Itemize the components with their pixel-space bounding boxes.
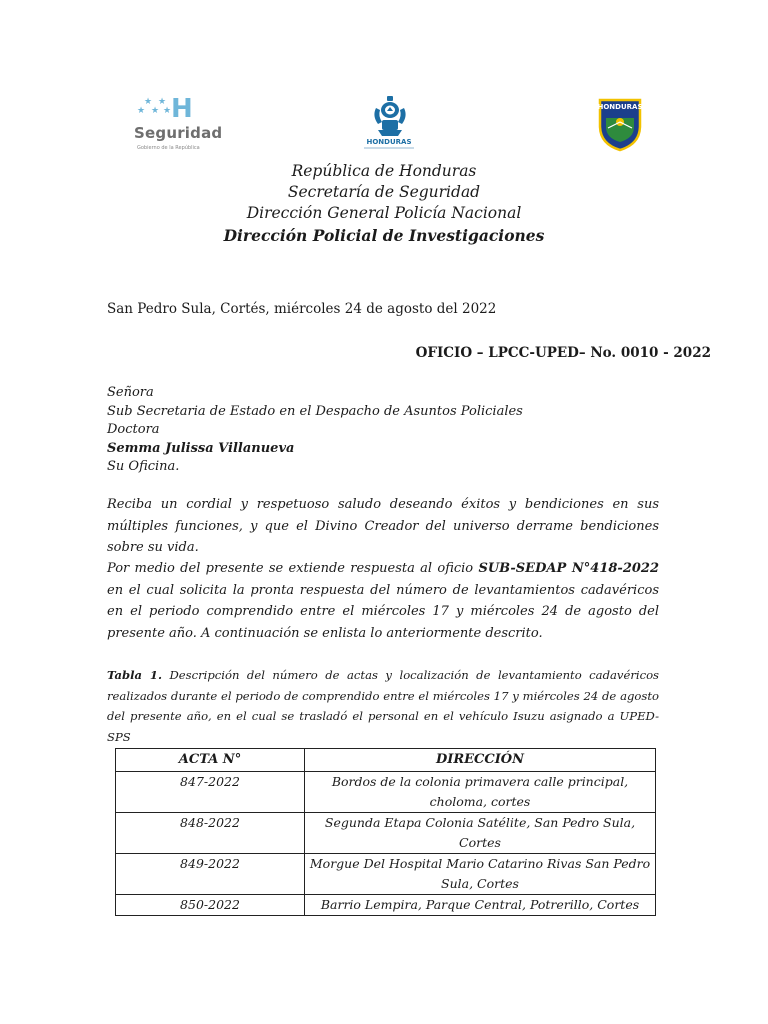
header-secretariat: Secretaría de Seguridad [287, 183, 481, 201]
table-header-row [116, 749, 656, 772]
honduras-subline [364, 147, 414, 149]
header-police-direction: Dirección General Policía Nacional [246, 204, 522, 222]
address-salutation: Señora [107, 385, 154, 400]
table-row [116, 854, 656, 895]
direccion-cell: Segunda Etapa Colonia Satélite, San Pedro Sula, Cortes [305, 813, 656, 854]
table-caption-text: Descripción del número de actas y localización de levantamiento cadavéricos realizados durante el periodo de comprendido entre el miércoles 17 y miércoles 24 de agosto del presente año, en el cual se trasladó el personal en el vehículo Isuzu asignado a UPED-SPS [107, 668, 659, 744]
address-name: Semma Julissa Villanueva [107, 441, 295, 456]
police-shield-logo [596, 96, 644, 152]
star-icon: ★ [151, 106, 160, 116]
police-shield-text: HONDURAS [597, 103, 643, 111]
direccion-cell: Bordos de la colonia primavera calle principal, choloma, cortes [305, 772, 656, 813]
star-icon: ★ [144, 97, 153, 107]
star-icon: ★ [163, 106, 172, 116]
response-text-before: Por medio del presente se extiende respuesta al oficio [107, 561, 474, 576]
column-header-acta: ACTA N° [116, 749, 305, 772]
acta-cell: 848-2022 [116, 813, 305, 854]
response-text-after: en el cual solicita la pronta respuesta del número de levantamientos cadavéricos en el periodo comprendido entre el miércoles 17 y miércoles 24 de agosto del presente año. A continuación se enlista lo anteriormente descrito. [107, 582, 659, 641]
direccion-cell: Morgue Del Hospital Mario Catarino Rivas San Pedro Sula, Cortes [305, 854, 656, 895]
seguridad-wordmark: Seguridad [134, 124, 223, 142]
direccion-cell: Barrio Lempira, Parque Central, Potrerillo, Cortes [305, 895, 656, 916]
acta-cell: 850-2022 [116, 895, 305, 916]
honduras-coat-of-arms-logo [360, 96, 420, 152]
table-caption-label: Tabla 1. [107, 668, 163, 682]
address-title: Doctora [107, 422, 160, 437]
honduras-wordmark: HONDURAS [366, 138, 412, 146]
star-icon: ★ [158, 97, 167, 107]
oficio-number: OFICIO – LPCC-UPED– No. 0010 - 2022 [415, 345, 711, 361]
acta-cell: 849-2022 [116, 854, 305, 895]
address-position: Sub Secretaria de Estado en el Despacho de Asuntos Policiales [107, 404, 523, 419]
star-icon: ★ [137, 106, 146, 116]
header-investigations-direction: Dirección Policial de Investigaciones [223, 226, 545, 245]
actas-table [115, 748, 656, 916]
table-row [116, 895, 656, 916]
address-office: Su Oficina. [107, 459, 180, 474]
table-row [116, 772, 656, 813]
coat-of-arms-icon [360, 96, 420, 138]
date-line: San Pedro Sula, Cortés, miércoles 24 de agosto del 2022 [107, 301, 497, 317]
header-republic: República de Honduras [291, 162, 477, 180]
column-header-direccion: DIRECCIÓN [305, 749, 656, 772]
seguridad-h-mark: H [171, 94, 193, 124]
acta-cell: 847-2022 [116, 772, 305, 813]
seguridad-tagline: Gobierno de la República [137, 145, 200, 151]
table-caption [107, 665, 659, 747]
seguridad-logo [134, 96, 234, 156]
greeting-paragraph: Reciba un cordial y respetuoso saludo deseando éxitos y bendiciones en sus múltiples funciones, y que el Divino Creador del universo derrame bendiciones sobre su vida. [107, 497, 659, 555]
oficio-reference: SUB-SEDAP N°418-2022 [478, 561, 660, 576]
table-row [116, 813, 656, 854]
response-paragraph [107, 558, 659, 644]
police-shield-icon [596, 96, 644, 152]
